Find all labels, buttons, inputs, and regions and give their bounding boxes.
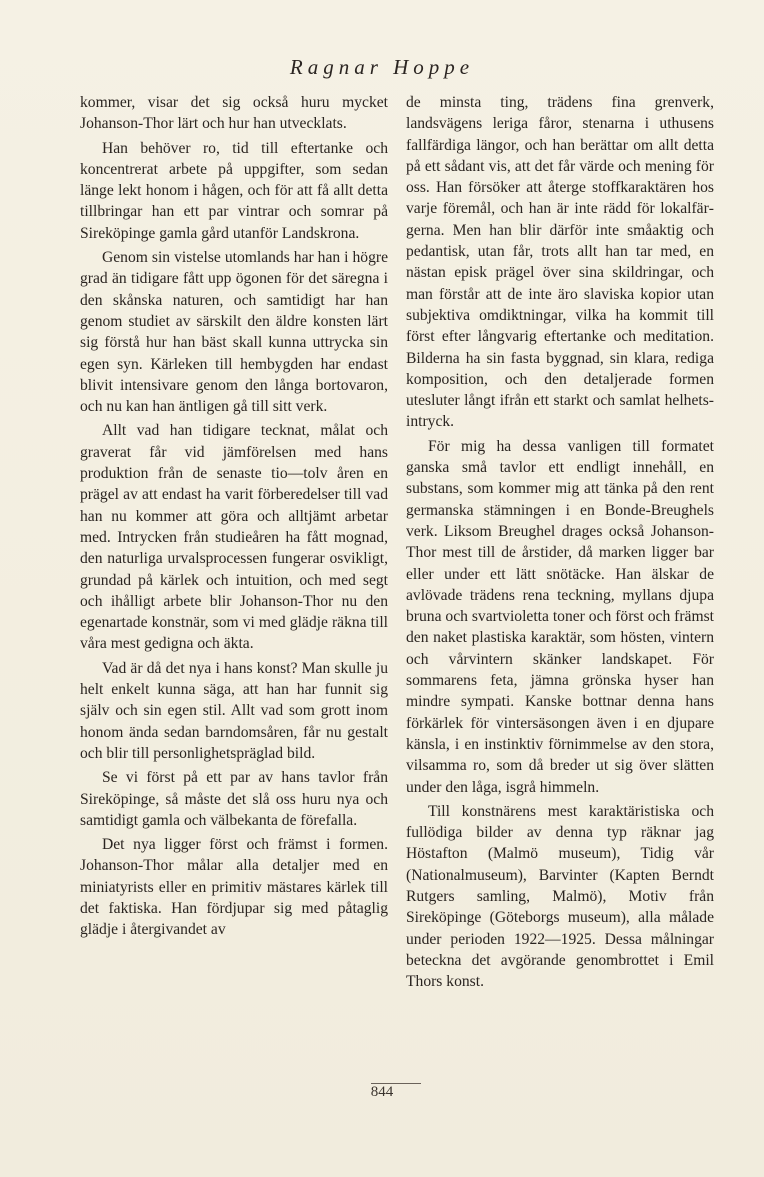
paragraph: Se vi först på ett par av hans tavlor från Sireköpinge, så måste det slå oss huru nya och samtidigt gamla och välbekanta de förefalla.	[80, 769, 388, 829]
paragraph: Vad är då det nya i hans konst? Man skulle ju helt enkelt kunna säga, att han har funnit sig själv och sin egen stil. Allt vad som grott inom honom ända sedan barndomsåren, får nu gestalt och blir till personlighetspräglad bild.	[80, 659, 388, 762]
running-head: Ragnar Hoppe	[289, 55, 475, 79]
paragraph: Till konstnärens mest karaktäristiska och fullödiga bilder av denna typ räknar jag Höstafton (Malmö museum), Tidig vår (Nationalmuseum), Barvinter (Kapten Berndt Rutgers samling, Malmö), Motiv från Sireköpinge (Göteborgs museum), alla målade under perioden 1922—1925. Dessa målningar beteckna det avgörande genombrottet i Emil Thors konst.	[406, 802, 714, 991]
paragraph: Genom sin vistelse utomlands har han i högre grad än tidigare fått upp ögonen för det säregna i den skånska naturen, och samtidigt har han genom studiet av särskilt den äldre konsten lärt sig förstå hur han bäst skall kunna uttrycka sin egen syn. Kärleken till hembygden har endast blivit intensivare genom den långa bortovaron, och nu kan han äntligen gå till sitt verk.	[80, 249, 388, 416]
paragraph: För mig ha dessa vanligen till formatet ganska små tavlor ett endligt innehåll, en substans, som kommer mig att tänka på den rent germanska stämningen i en Bonde-Breughels verk. Liksom Breughel drages också Johanson-Thor mest till de årstider, då marken ligger bar eller under ett lätt snötäcke. Han älskar de avlövade trädens rena teckning, myllans djupa bruna och svartvioletta toner och först och främst den naket plastiska karaktär, som hösten, vintern och vårvintern skänker landskapet. För sommarens feta, jämna grönska hyser han mindre sympati. Kanske bottnar denna hans förkärlek för vintersäsongen även i en djupare känsla, i en instinktiv förnimmelse av den stora, vilsamma ro, som då breder ut sig över slätten under den låga, isgrå himmeln.	[406, 437, 714, 796]
left-column	[80, 92, 388, 941]
paragraph: de minsta ting, trädens fina grenverk, landsvägens leriga fåror, stenarna i uthusens fallfärdiga längor, och han berättar om allt detta på ett sådant vis, att det får värde och mening för oss. Han försöker att återge stoffkaraktären hos varje föremål, och han är inte rädd för lokalfärgerna. Men han blir därför inte småaktig och pedantisk, utan får, trots allt han tar med, en nästan episk prägel över sina skildringar, och man förstår att de inte äro slaviska kopior utan subjektiva omdiktningar, vilka ha kommit till först efter långvarig eftertanke och meditation. Bilderna ha sin fasta byggnad, sin klara, rediga komposition, och den detaljerade formen utesluter långt ifrån ett starkt och samlat helhetsintryck.	[406, 94, 714, 431]
paragraph: Han behöver ro, tid till eftertanke och koncentrerat arbete på uppgifter, som sedan länge lekt honom i hågen, och för att få allt detta tillbringar han ett par vintrar och somrar på Sireköpinge gamla gård utanför Landskrona.	[80, 139, 388, 242]
paragraph: Det nya ligger först och främst i formen. Johanson-Thor målar alla detaljer med en miniatyrists eller en primitiv mästares kärlek till det faktiska. Han fördjupar sig med påtaglig glädje i återgivandet av	[80, 836, 388, 939]
page-number: 844	[370, 1084, 394, 1100]
paragraph: Allt vad han tidigare tecknat, målat och graverat får vid jämförelsen med hans produktion från de senaste tio—tolv åren en prägel av att endast ha varit förberedelser till vad han nu kommer att göra och alltjämt arbetar med. Intrycken från studieåren ha fått mognad, den naturliga urvalsprocessen fungerar osvikligt, grundad på kärlek och intuition, och med segt och ihålligt arbete blir Johanson-Thor nu den egenartade konstnär, som vi med glädje räkna till våra mest gedigna och äkta.	[80, 422, 388, 653]
right-column	[406, 92, 714, 992]
paragraph: kommer, visar det sig också huru mycket Johanson-Thor lärt och hur han utvecklats.	[80, 94, 388, 133]
